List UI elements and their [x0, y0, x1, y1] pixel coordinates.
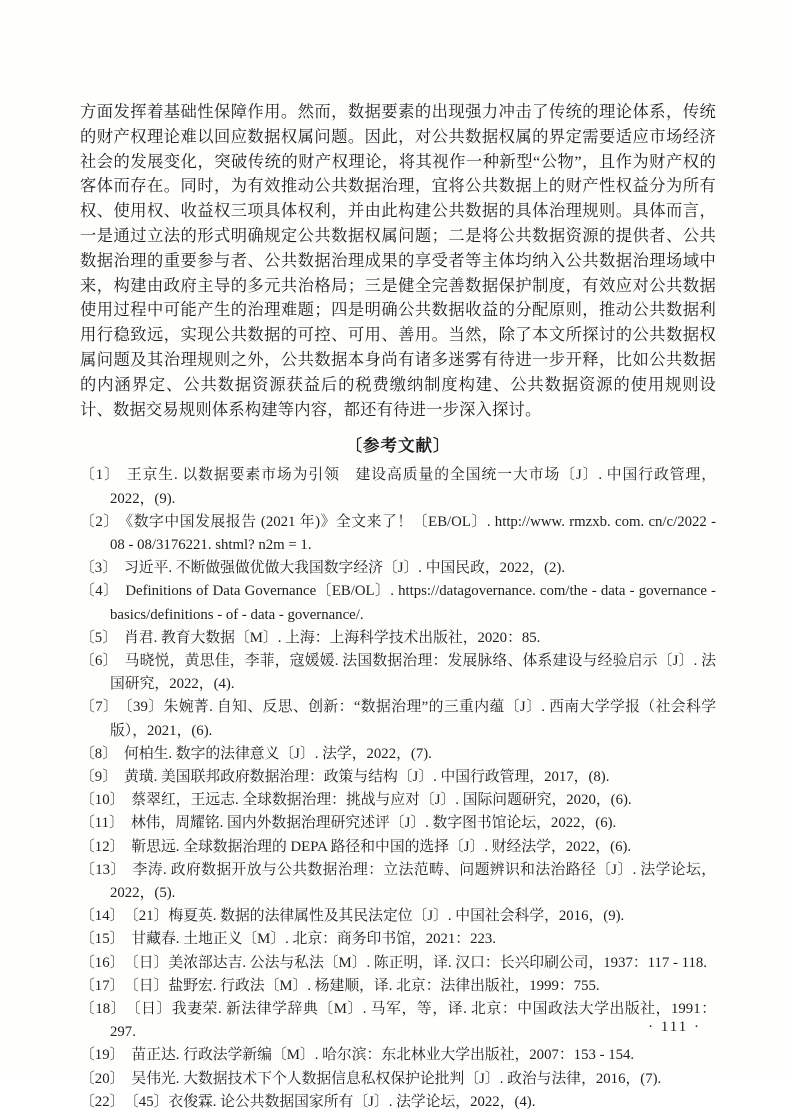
reference-item	[80, 1091, 716, 1114]
reference-item	[80, 1068, 716, 1091]
reference-item	[80, 743, 716, 766]
reference-label: 〔1〕	[80, 467, 120, 484]
reference-label: 〔10〕	[80, 792, 125, 809]
reference-item	[80, 812, 716, 835]
reference-label: 〔8〕	[80, 745, 117, 762]
reference-text: 吴伟光. 大数据技术下个人数据信息私权保护论批判〔J〕. 政治与法律，2016，(7).	[131, 1070, 662, 1087]
reference-text: 甘藏春. 土地正义〔M〕. 北京：商务印书馆，2021：223.	[131, 931, 496, 948]
reference-label: 〔7〕	[80, 699, 119, 716]
reference-item	[80, 696, 716, 742]
reference-item	[80, 789, 716, 812]
reference-text: 《数字中国发展报告 (2021 年)》全文来了！〔EB/OL〕. http://www. rmzxb. com. cn/c/2022 - 08 - 08/3176221. shtml? n2m = 1.	[110, 513, 716, 553]
reference-text: 〔日〕美浓部达吉. 公法与私法〔M〕. 陈正明，译. 汉口：长兴印刷公司，1937：117 - 118.	[131, 954, 707, 971]
reference-label: 〔20〕	[80, 1070, 125, 1087]
reference-item	[80, 511, 716, 557]
reference-text: 〔日〕我妻荣. 新法律学辞典〔M〕. 马军，等，译. 北京：中国政法大学出版社，1991：297.	[110, 1001, 716, 1041]
reference-text: 蔡翠红，王远志. 全球数据治理：挑战与应对〔J〕. 国际问题研究，2020，(6).	[131, 792, 632, 809]
reference-item	[80, 975, 716, 998]
reference-item	[80, 1044, 716, 1067]
reference-text: 肖君. 教育大数据〔M〕. 上海：上海科学技术出版社，2020：85.	[124, 629, 541, 646]
references-heading: 〔参考文献〕	[345, 436, 451, 456]
reference-label: 〔12〕	[80, 838, 125, 855]
reference-text: 何柏生. 数字的法律意义〔J〕. 法学，2022，(7).	[124, 745, 432, 762]
reference-item	[80, 766, 716, 789]
reference-label: 〔18〕	[80, 1001, 127, 1018]
reference-text: 马晓悦，黄思佳，李菲，寇媛媛. 法国数据治理：发展脉络、体系建设与经验启示〔J〕. 法国研究，2022，(4).	[110, 652, 716, 693]
reference-label: 〔5〕	[80, 629, 117, 646]
reference-item	[80, 859, 716, 905]
reference-text: 林伟，周耀铭. 国内外数据治理研究述评〔J〕. 数字图书馆论坛，2022，(6).	[130, 815, 617, 832]
reference-text: 王京生. 以数据要素市场为引领 建设高质量的全国统一大市场〔J〕. 中国行政管理，2022，(9).	[110, 467, 716, 507]
reference-text: 〔21〕梅夏英. 数据的法律属性及其民法定位〔J〕. 中国社会科学，2016，(9).	[131, 908, 625, 925]
reference-label: 〔17〕	[80, 977, 125, 994]
reference-label: 〔13〕	[80, 861, 126, 878]
reference-label: 〔15〕	[80, 931, 125, 948]
reference-text: 靳思远. 全球数据治理的 DEPA 路径和中国的选择〔J〕. 财经法学，2022，(6).	[131, 838, 632, 855]
reference-text: 〔39〕朱婉菁. 自知、反思、创新：“数据治理”的三重内蕴〔J〕. 西南大学学报（社会科学版），2021，(6).	[110, 699, 717, 739]
reference-label: 〔14〕	[80, 908, 125, 925]
reference-item	[80, 928, 716, 951]
reference-item	[80, 836, 716, 859]
reference-text: 黄璜. 美国联邦政府数据治理：政策与结构〔J〕. 中国行政管理，2017，(8).	[124, 769, 610, 785]
reference-item	[80, 905, 716, 928]
reference-label: 〔22〕	[80, 1093, 125, 1110]
reference-item	[80, 650, 716, 696]
reference-text: 李涛. 政府数据开放与公共数据治理：立法范畴、问题辨识和法治路径〔J〕. 法学论坛，2022，(5).	[110, 861, 716, 902]
reference-label: 〔3〕	[80, 560, 117, 577]
reference-label: 〔19〕	[80, 1047, 125, 1064]
reference-item	[80, 998, 716, 1044]
conclusion-paragraph: 方面发挥着基础性保障作用。然而，数据要素的出现强力冲击了传统的理论体系，传统的财产权理论难以回应数据权属问题。因此，对公共数据权属的界定需要适应市场经济社会的发展变化，突破传统的财产权理论，将其视作一种新型“公物”，且作为财产权的客体而存在。同时，为有效推动公共数据治理，宜将公共数据上的财产性权益分为所有权、使用权、收益权三项具体权利，并由此构建公共数据的具体治理规则。具体而言，一是通过立法的形式明确规定公共数据权属问题；二是将公共数据资源的提供者、公共数据治理的重要参与者、公共数据治理成果的享受者等主体均纳入公共数据治理场域中来，构建由政府主导的多元共治格局；三是健全完善数据保护制度，有效应对公共数据使用过程中可能产生的治理难题；四是明确公共数据收益的分配原则，推动公共数据利用行稳致远，实现公共数据的可控、可用、善用。当然，除了本文所探讨的公共数据权属问题及其治理规则之外，公共数据本身尚有诸多迷雾有待进一步开释，比如公共数据的内涵界定、公共数据资源获益后的税费缴纳制度构建、公共数据资源的使用规则设计、数据交易规则体系构建等内容，都还有待进一步深入探讨。	[80, 102, 716, 419]
reference-text: 苗正达. 行政法学新编〔M〕. 哈尔滨：东北林业大学出版社，2007：153 - 154.	[131, 1047, 635, 1064]
reference-label: 〔11〕	[80, 815, 124, 832]
reference-text: 〔45〕衣俊霖. 论公共数据国家所有〔J〕. 法学论坛，2022，(4).	[131, 1093, 536, 1110]
reference-item	[80, 557, 716, 580]
reference-label: 〔6〕	[80, 652, 118, 669]
reference-item	[80, 464, 716, 510]
reference-item	[80, 952, 716, 975]
reference-label: 〔2〕	[80, 513, 119, 530]
references-list	[80, 464, 716, 1114]
reference-item	[80, 580, 716, 626]
reference-label: 〔9〕	[80, 769, 117, 785]
reference-text: 〔日〕盐野宏. 行政法〔M〕. 杨建顺，译. 北京：法律出版社，1999：755.	[131, 977, 600, 994]
reference-item	[80, 627, 716, 650]
reference-label: 〔4〕	[80, 583, 119, 600]
reference-text: Definitions of Data Governance〔EB/OL〕. https://datagovernance. com/the - data - governance - basics/definitions - of - data - governance/.	[110, 583, 716, 623]
reference-label: 〔16〕	[80, 954, 125, 971]
page-number: · 111 ·	[648, 1019, 701, 1035]
reference-text: 习近平. 不断做强做优做大我国数字经济〔J〕. 中国民政，2022，(2).	[124, 560, 566, 577]
